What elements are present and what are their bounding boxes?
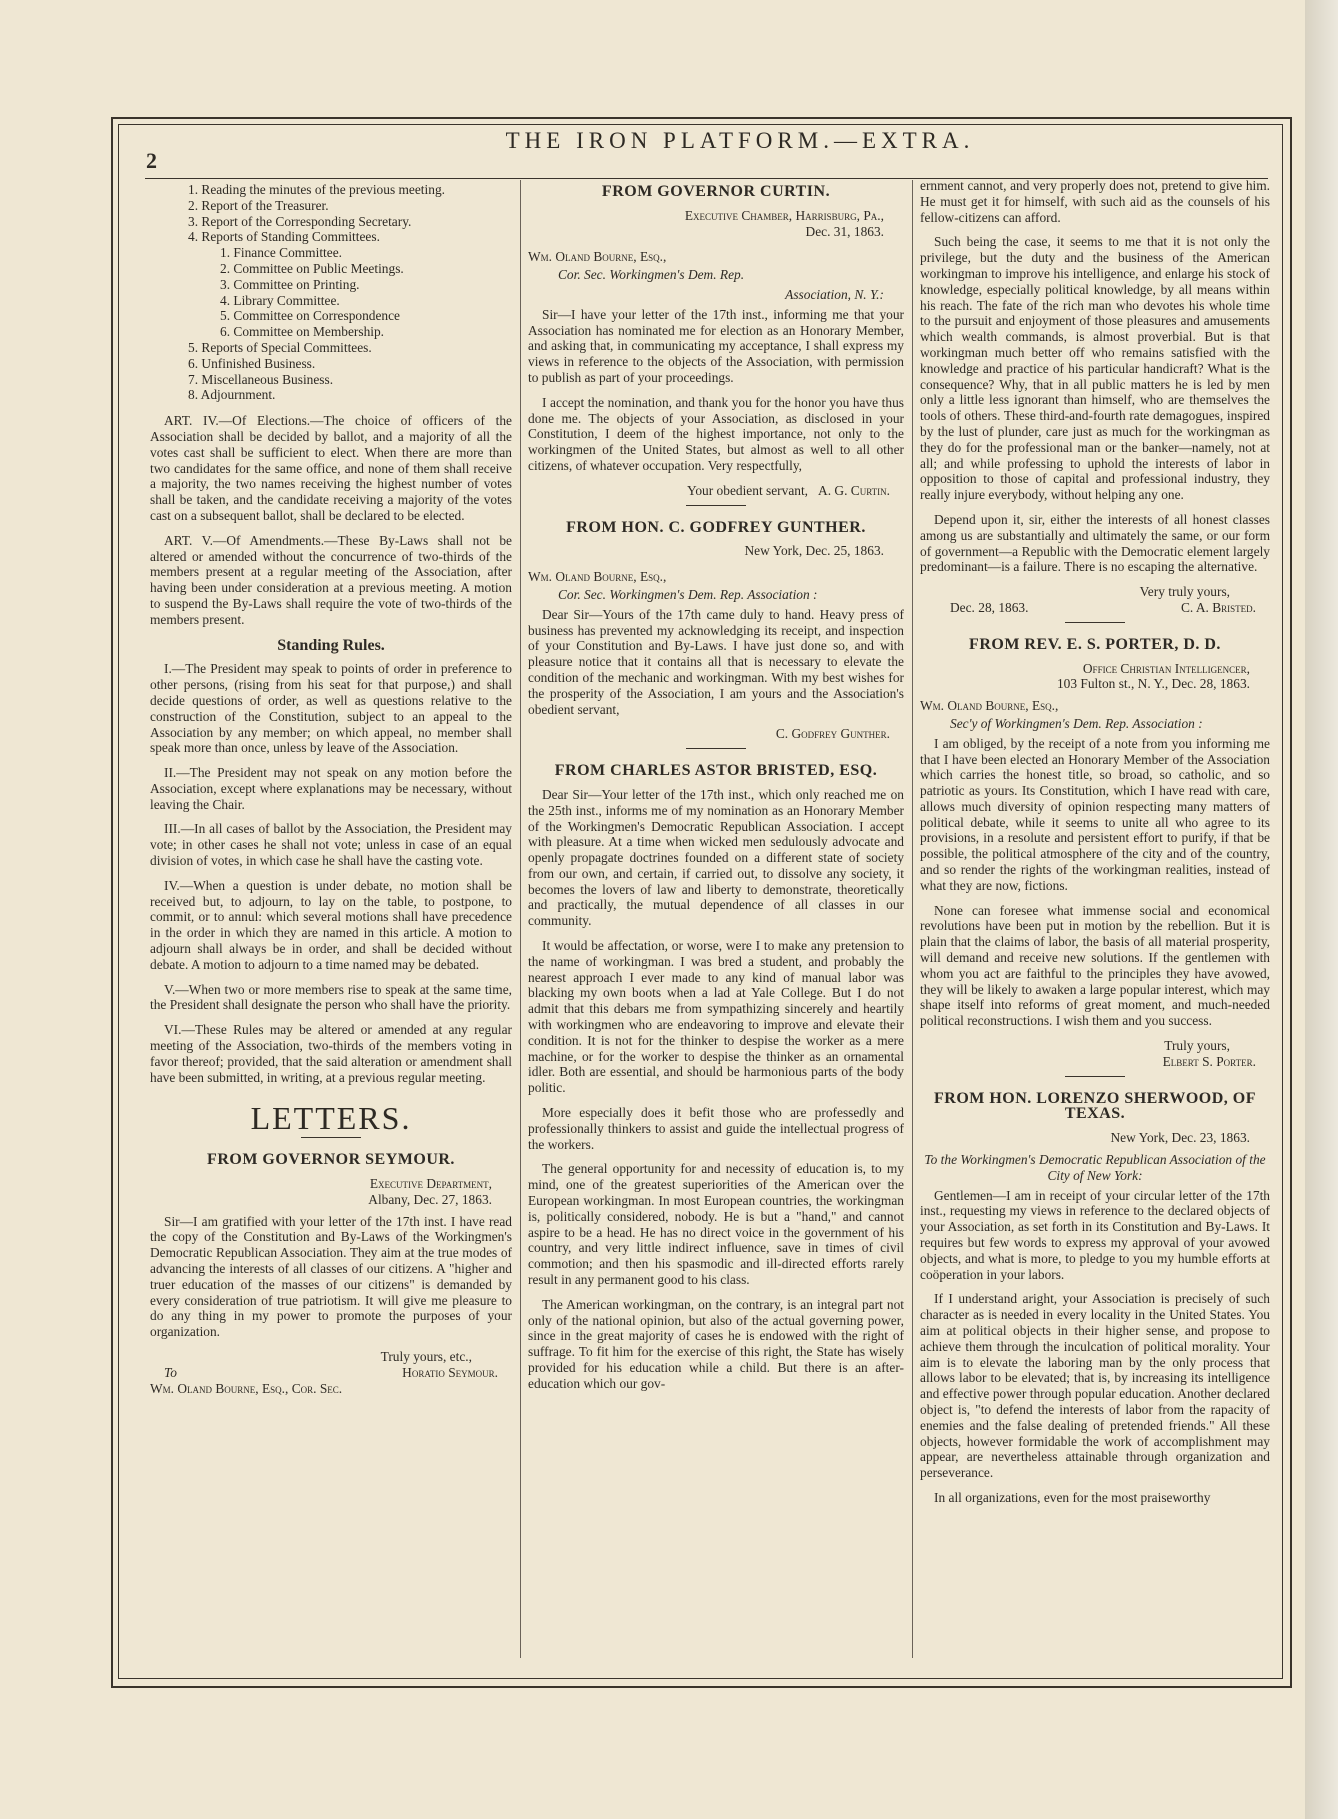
standing-rules-heading: Standing Rules.	[277, 636, 385, 654]
page-number: 2	[146, 148, 157, 173]
list-item: 2. Committee on Public Meetings.	[220, 260, 404, 276]
article-v-amendments: ART. V.—Of Amendments.—These By-Laws shall not be altered or amended without the concurrence of two-thirds of the members present at a regular meeting of the Association, after having been under consideration at a previous meeting. A motion to suspend the By-Laws shall require the vote of two-thirds of the members present.	[150, 532, 512, 627]
sherwood-date: New York, Dec. 23, 1863.	[1110, 1130, 1250, 1146]
column-3	[920, 178, 1270, 1515]
list-item: 2. Report of the Treasurer.	[188, 197, 329, 213]
bristed-letter-heading: FROM CHARLES ASTOR BRISTED, ESQ.	[554, 762, 878, 780]
curtin-letter-heading: FROM GOVERNOR CURTIN.	[601, 183, 831, 200]
sherwood-letter-para: Gentlemen—I am in receipt of your circular letter of the 17th inst., requesting my views in reference to the declared objects of your Association, as set forth in its Constitution and By-Laws. It requires but few words to express my approval of your avowed objects, and what is more, to pledge to you my humble efforts at coöperation in your labors.	[920, 1187, 1270, 1282]
curtin-addressee: Wm. Oland Bourne, Esq.,	[528, 249, 667, 265]
column-rule-2	[912, 180, 913, 1658]
bristed-signature-line	[920, 600, 1270, 616]
curtin-signature: A. G. Curtin.	[818, 482, 890, 498]
bristed-date: Dec. 28, 1863.	[950, 599, 1029, 615]
list-item: 6. Unfinished Business.	[188, 355, 316, 371]
seymour-signature-line	[150, 1365, 512, 1381]
seymour-date: Albany, Dec. 27, 1863.	[368, 1191, 492, 1207]
bristed-letter-para: Dear Sir—Your letter of the 17th inst., which only reached me on the 25th inst., informs me of my nomination as an Honorary Member of the Workingmen's Democratic Republican Association. I accept with pleasure. At a time when wicked men sedulously advocate and openly propagate doctrines founded on a different state of society from our own, and certain, if carried out, to dissolve any society, it becomes the lovers of law and liberty to demonstrate, theoretically and practically, the mutual dependence of all classes in our community.	[528, 786, 904, 929]
seymour-origin: Executive Department,	[369, 1176, 492, 1192]
sherwood-letter-para: In all organizations, even for the most praiseworthy	[934, 1489, 1211, 1505]
to-label: To	[164, 1364, 177, 1380]
list-item: 3. Report of the Corresponding Secretary.	[188, 213, 412, 229]
seymour-closing: Truly yours, etc.,	[380, 1349, 472, 1364]
bristed-signature: C. A. Bristed.	[1180, 599, 1256, 615]
list-item: 1. Finance Committee.	[220, 245, 342, 261]
column-1	[150, 178, 512, 1396]
seymour-addressee: Wm. Oland Bourne, Esq., Cor. Sec.	[150, 1380, 343, 1396]
list-item: 7. Miscellaneous Business.	[188, 371, 334, 387]
curtin-closing: Your obedient servant,	[687, 482, 809, 498]
next-page-edge	[1305, 0, 1338, 1819]
bristed-letter-para: It would be affectation, or worse, were I to make any pretension to the name of workingman. I was bred a student, and probably the nearest approach I ever made to any kind of manual labor was blacking my own boots when a lad at Yale College. But I do not admit that this debars me from sympathizing sincerely and heartily with workingmen who are endeavoring to improve and elevate their condition. It is not for the thinker to despise the worker as a mere machine, or for the worker to despise the thinker as an ornamental idler. Both are essential, and should be harmonious parts of the body politic.	[528, 938, 904, 1096]
curtin-letter-para: Sir—I have your letter of the 17th inst., informing me that your Association has nominated me for election as an Honorary Member, and asking that, in communicating my acceptance, I shall express my views in reference to the objects of the Association, with permission to publish as part of your proceedings.	[528, 306, 904, 385]
list-item: 5. Committee on Correspondence	[220, 308, 401, 324]
porter-letter-heading: FROM REV. E. S. PORTER, D. D.	[969, 635, 1221, 653]
bristed-letter-para: The American workingman, on the contrary, is an integral part not only of the national opinion, but also of the actual governing power, since in the great majority of cases he is endowed with the right of suffrage. To fit him for the exercise of this right, the State has wisely provided for his education while a child. But there is an after-education which our gov-	[528, 1296, 904, 1391]
curtin-date: Dec. 31, 1863.	[805, 223, 884, 239]
sherwood-address: To the Workingmen's Democratic Republican Association of the City of New York:	[924, 1152, 1266, 1183]
divider	[686, 748, 746, 749]
porter-addressee: Wm. Oland Bourne, Esq.,	[920, 698, 1059, 714]
rule-paragraph: I.—The President may speak to points of order in preference to other persons, (rising from his seat for that purpose,) and shall decide questions of order, as well as questions relative to the construction of the Constitution, subject to an appeal to the Association by any member; on which appeal, no member shall speak more than once, unless by leave of the Association.	[150, 661, 512, 756]
porter-letter-para: None can foresee what immense social and economical revolutions have been put in motion by the rebellion. But it is plain that the claims of labor, the basis of all material prosperity, will demand and receive new solutions. If the gentlemen with whom you act are faithful to the principles they have avowed, they will be likely to awaken a large popular interest, which may shape itself into reforms of great moment, and much-needed political reconstructions. I wish them and you success.	[920, 902, 1270, 1029]
porter-date: 103 Fulton st., N. Y., Dec. 28, 1863.	[1056, 676, 1250, 692]
seymour-letter-heading: FROM GOVERNOR SEYMOUR.	[207, 1151, 455, 1169]
bristed-closing: Very truly yours,	[1139, 584, 1230, 600]
curtin-address-title: Cor. Sec. Workingmen's Dem. Rep.	[558, 267, 745, 283]
bristed-letter-para: Depend upon it, sir, either the interests of all honest classes among us are substantially and ultimately the same, or our form of government—a Republic with the Democratic element largely predominant—is a failure. There is no escaping the alternative.	[920, 511, 1270, 575]
bristed-letter-para: More especially does it befit those who are professedly and professionally thinkers to assist and guide the intellectual progress of the workers.	[528, 1105, 904, 1152]
porter-address-title: Sec'y of Workingmen's Dem. Rep. Association :	[950, 715, 1203, 731]
column-2	[528, 178, 904, 1401]
list-item: 3. Committee on Printing.	[220, 276, 360, 292]
gunther-letter-body: Dear Sir—Yours of the 17th came duly to hand. Heavy press of business has prevented my acknowledging its receipt, and inspection of your Constitution and By-Laws. I have just done so, and with pleasure notice that it contains all that is necessary to elevate the condition of the mechanic and workingman. With my best wishes for the prosperity of the Association, I am yours and the Association's obedient servant,	[528, 606, 904, 717]
gunther-addressee: Wm. Oland Bourne, Esq.,	[528, 569, 667, 585]
gunther-signature: C. Godfrey Gunther.	[775, 726, 890, 742]
order-of-business-list	[150, 182, 512, 403]
gunther-date: New York, Dec. 25, 1863.	[744, 543, 884, 559]
porter-letter-para: I am obliged, by the receipt of a note from you informing me that I have been elected an Honorary Member of the Association which carries the honest title, so broad, so catholic, and so patriotic as yours. Its Constitution, which I have read with care, allows much diversity of opinion respecting many matters of political debate, while it seems to unite all who agree to its provisions, in a resolute and persistent effort to purify, if that be possible, the political atmosphere of the city and of the country, and so render the rights of the workingman realities, instead of what they are now, fictions.	[920, 735, 1270, 893]
porter-origin: Office Christian Intelligencer,	[1082, 660, 1250, 676]
letters-heading: LETTERS.	[250, 1100, 412, 1137]
divider	[686, 505, 746, 506]
divider	[301, 1137, 361, 1138]
rule-paragraph: V.—When two or more members rise to speak at the same time, the President shall designate the person who shall have the priority.	[150, 981, 512, 1013]
sherwood-letter-heading: FROM HON. LORENZO SHERWOOD, OF TEXAS.	[933, 1089, 1256, 1123]
divider	[1065, 1076, 1125, 1077]
list-item: 4. Reports of Standing Committees.	[188, 229, 380, 245]
list-item: 1. Reading the minutes of the previous meeting.	[188, 182, 445, 197]
masthead-title: THE IRON PLATFORM.—EXTRA.	[505, 128, 975, 153]
article-iv-elections: ART. IV.—Of Elections.—The choice of officers of the Association shall be decided by ballot, and a majority of all the votes cast shall be sufficient to elect. When there are more than two candidates for the same office, and none of them shall receive a majority, the two names receiving the highest number of votes shall be taken, and the candidate receiving a majority of the votes cast on a subsequent ballot, shall be declared to be elected.	[150, 413, 512, 523]
rule-paragraph: IV.—When a question is under debate, no motion shall be received but, to adjourn, to lay on the table, to postpone, to commit, or to annul: which several motions shall have precedence in the order in which they are named in this article. A motion to adjourn shall always be in order, and shall be decided without debate. A motion to adjourn to a time named may be debated.	[150, 877, 512, 972]
porter-closing: Truly yours,	[1164, 1038, 1230, 1054]
list-item: 4. Library Committee.	[220, 292, 340, 308]
divider	[1065, 622, 1125, 623]
bristed-letter-para: ernment cannot, and very properly does not, pretend to give him. He must get it for himself, with such aid as the counsels of his fellow-citizens can afford.	[920, 178, 1270, 225]
porter-signature: Elbert S. Porter.	[1162, 1053, 1256, 1069]
seymour-signature: Horatio Seymour.	[402, 1364, 498, 1380]
curtin-address-title-2: Association, N. Y.:	[785, 286, 884, 302]
bristed-letter-para: The general opportunity for and necessity of education is, to my mind, one of the greatest superiorities of the American over the European workingman. In most European countries, the workingman is, politically considered, nobody. He is but a "hand," and cannot aspire to be a head. He has no direct voice in the government of his country, and very little indirect influence, save in times of civil commotion; and then his spasmodic and ill-directed efforts rarely result in any permanent good to his class.	[528, 1161, 904, 1288]
curtin-origin: Executive Chamber, Harrisburg, Pa.,	[684, 207, 884, 223]
list-item: 6. Committee on Membership.	[220, 324, 385, 340]
gunther-address-title: Cor. Sec. Workingmen's Dem. Rep. Association :	[558, 586, 818, 602]
bristed-letter-para: Such being the case, it seems to me that it is not only the privilege, but the duty and the business of the American workingman to improve his intelligence, and enlarge his stock of knowledge, especially political knowledge, by all means within his reach. The fate of the rich man who devotes his whole time to the pursuit and enjoyment of those pleasures and amusements which wealth commands, is almost proverbial. But is that workingman much better off who remains satisfied with the knowledge and practice of his particular handicraft? What is the consequence? Why, that in all public matters he is led by men only a little less ignorant than himself, who are themselves the tools of others. These third-and-fourth rate demagogues, inspired by the lust of plunder, care just as much for the workingman as they do for the professional man or the banker—namely, not at all; and while professing to uphold the interests of labor in opposition to those of capital and professional industry, they really injure everybody, without helping any one.	[920, 234, 1270, 503]
rule-paragraph: VI.—These Rules may be altered or amended at any regular meeting of the Association, two-thirds of the members voting in favor thereof; provided, that the said alteration or amendment shall have been submitted, in writing, at a previous regular meeting.	[150, 1022, 512, 1085]
curtin-letter-para: I accept the nomination, and thank you for the honor you have thus done me. The objects of your Association, as disclosed in your Constitution, I deem of the highest importance, not only to the workingmen of the United States, but almost as well to all other citizens, of whatever occupation. Very respectfully,	[528, 394, 904, 473]
column-rule-1	[520, 180, 521, 1658]
gunther-letter-heading: FROM HON. C. GODFREY GUNTHER.	[566, 518, 866, 536]
curtin-signature-line	[528, 483, 904, 499]
rule-paragraph: III.—In all cases of ballot by the Association, the President may vote; in other cases he shall not vote; unless in case of an equal division of votes, in which case he shall have the casting vote.	[150, 821, 512, 869]
list-item: 8. Adjournment.	[188, 387, 276, 403]
seymour-letter-body: Sir—I am gratified with your letter of the 17th inst. I have read the copy of the Constitution and By-Laws of the Workingmen's Democratic Republican Association. They aim at the true modes of advancing the interests of all classes of our citizens. A "higher and truer education of the masses of our citizens" is demanded by every consideration of true patriotism. It will give me pleasure to do any thing in my power to promote the purposes of your organization.	[150, 1213, 512, 1340]
list-item: 5. Reports of Special Committees.	[188, 339, 372, 355]
sherwood-letter-para: If I understand aright, your Association is precisely of such character as is needed in every locality in the United States. You aim at political objects in their higher sense, and propose to achieve them through the inculcation of political morality. Your aim is to elevate the laboring man by the only process that allows labor to be elevated; that is, by increasing its intelligence and effective power through popular education. Another declared object is, "to defend the interests of labor from the rapacity of enemies and the false dealing of pretended friends." All these objects, however formidable the work of accomplishment may appear, are nevertheless attainable through organization and perseverance.	[920, 1291, 1270, 1481]
rule-paragraph: II.—The President may not speak on any motion before the Association, except where explanations may be necessary, without leaving the Chair.	[150, 765, 512, 812]
